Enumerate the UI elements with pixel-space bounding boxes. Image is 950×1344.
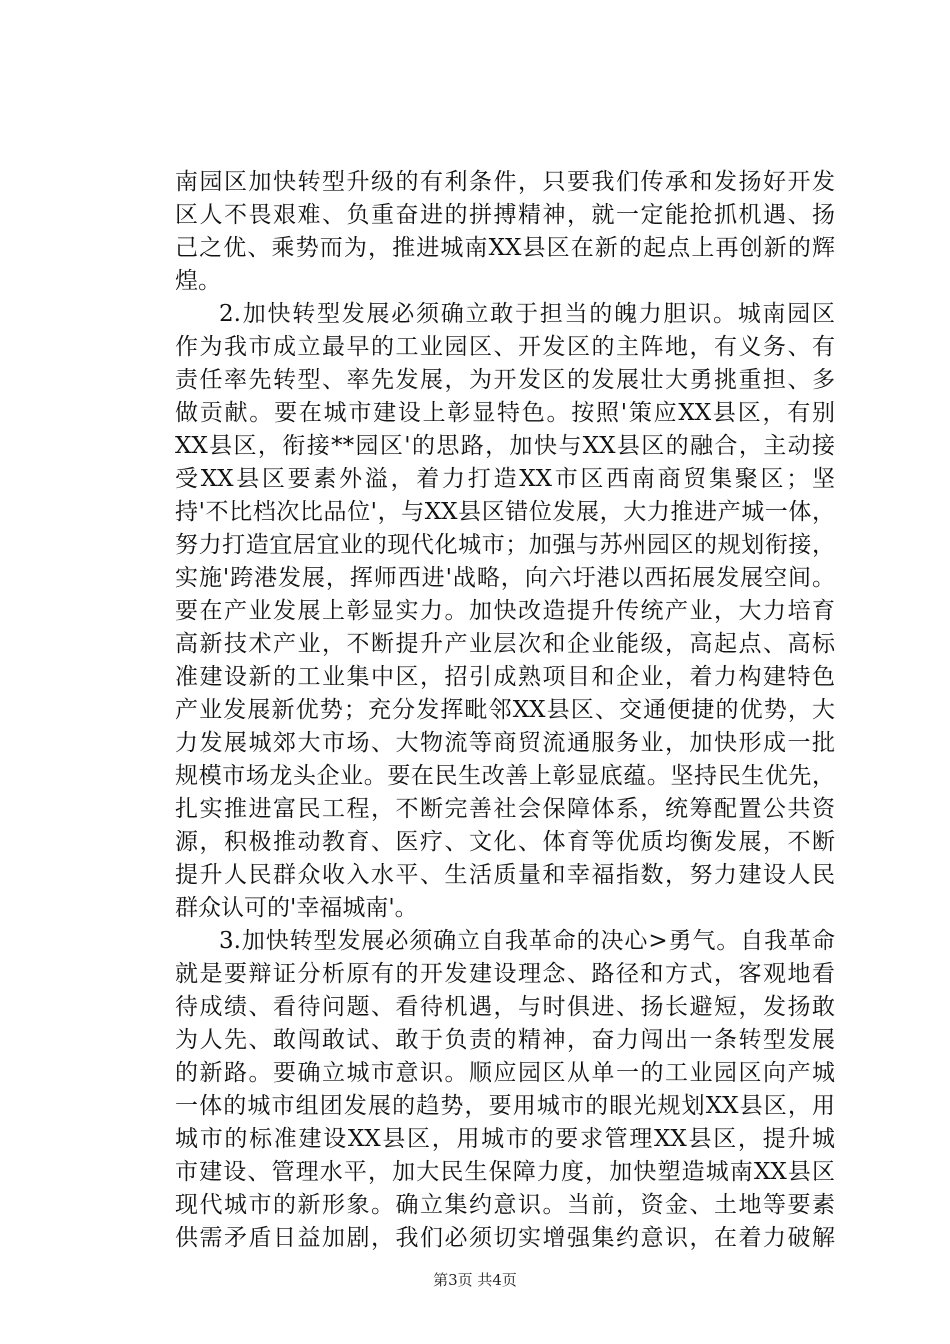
text-line: 待成绩、看待问题、看待机遇，与时俱进、扬长避短，发扬敢	[175, 994, 835, 1020]
text-line: 现代城市的新形象。确立集约意识。当前，资金、土地等要素	[175, 1192, 835, 1218]
text-line: 南园区加快转型升级的有利条件，只要我们传承和发扬好开发	[175, 169, 835, 195]
text-line: 要在产业发展上彰显实力。加快改造提升传统产业，大力培育	[175, 598, 835, 624]
text-line: 产业发展新优势；充分发挥毗邻XX县区、交通便捷的优势，大	[175, 697, 835, 723]
text-line: 煌。	[175, 268, 221, 294]
paragraph-2-first-line: 2.加快转型发展必须确立敢于担当的魄力胆识。城南园区	[219, 301, 835, 327]
text-line: 城市的标准建设XX县区，用城市的要求管理XX县区，提升城	[175, 1126, 835, 1152]
text-line: 努力打造宜居宜业的现代化城市；加强与苏州园区的规划衔接，	[175, 532, 835, 558]
text-line: 责任率先转型、率先发展，为开发区的发展壮大勇挑重担、多	[175, 367, 835, 393]
text-line: 力发展城郊大市场、大物流等商贸流通服务业，加快形成一批	[175, 730, 835, 756]
page-footer: 第3页 共4页	[433, 1271, 517, 1289]
text-line: 己之优、乘势而为，推进城南XX县区在新的起点上再创新的辉	[175, 235, 835, 261]
text-line: 供需矛盾日益加剧，我们必须切实增强集约意识，在着力破解	[175, 1225, 835, 1251]
text-line: 实施'跨港发展，挥师西进'战略，向六圩港以西拓展发展空间。	[175, 565, 835, 591]
text-line: 持'不比档次比品位'，与XX县区错位发展，大力推进产城一体，	[175, 499, 835, 525]
text-line: 规模市场龙头企业。要在民生改善上彰显底蕴。坚持民生优先，	[175, 763, 835, 789]
text-line: 做贡献。要在城市建设上彰显特色。按照'策应XX县区，有别	[175, 400, 835, 426]
text-line: 准建设新的工业集中区，招引成熟项目和企业，着力构建特色	[175, 664, 835, 690]
text-line: 就是要辩证分析原有的开发建设理念、路径和方式，客观地看	[175, 961, 835, 987]
text-line: XX县区，衔接**园区'的思路，加快与XX县区的融合，主动接	[175, 433, 835, 459]
text-line: 的新路。要确立城市意识。顺应园区从单一的工业园区向产城	[175, 1060, 835, 1086]
text-line: 扎实推进富民工程，不断完善社会保障体系，统筹配置公共资	[175, 796, 835, 822]
text-line: 受XX县区要素外溢，着力打造XX市区西南商贸集聚区；坚	[175, 466, 835, 492]
text-line: 市建设、管理水平，加大民生保障力度，加快塑造城南XX县区	[175, 1159, 835, 1185]
text-line: 作为我市成立最早的工业园区、开发区的主阵地，有义务、有	[175, 334, 835, 360]
text-line: 为人先、敢闯敢试、敢于负责的精神，奋力闯出一条转型发展	[175, 1027, 835, 1053]
paragraph-3-first-line: 3.加快转型发展必须确立自我革命的决心>勇气。自我革命	[219, 928, 835, 954]
text-line: 源，积极推动教育、医疗、文化、体育等优质均衡发展，不断	[175, 829, 835, 855]
text-line: 一体的城市组团发展的趋势，要用城市的眼光规划XX县区，用	[175, 1093, 835, 1119]
text-line: 提升人民群众收入水平、生活质量和幸福指数，努力建设人民	[175, 862, 835, 888]
text-line: 高新技术产业，不断提升产业层次和企业能级，高起点、高标	[175, 631, 835, 657]
text-line: 区人不畏艰难、负重奋进的拼搏精神，就一定能抢抓机遇、扬	[175, 202, 835, 228]
text-line: 群众认可的'幸福城南'。	[175, 895, 418, 921]
